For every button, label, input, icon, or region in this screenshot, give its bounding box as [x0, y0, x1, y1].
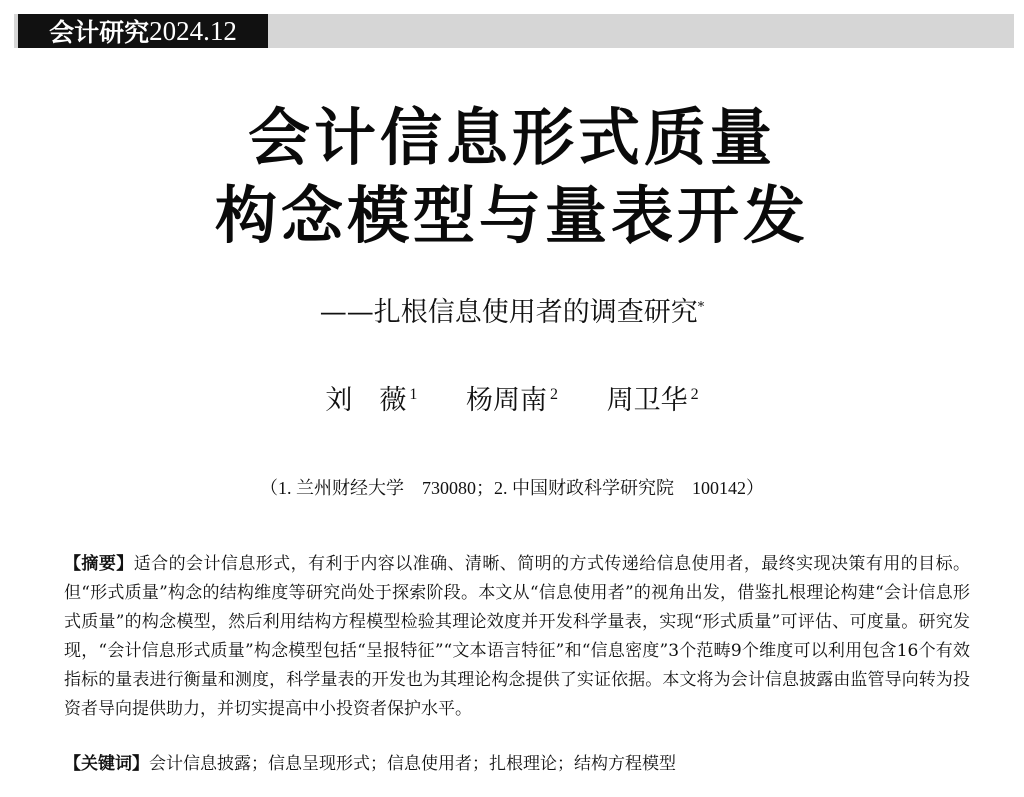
author	[607, 378, 699, 417]
author	[466, 378, 558, 417]
author-list	[0, 378, 1024, 417]
keywords-text: 会计信息披露；信息呈现形式；信息使用者；扎根理论；结构方程模型	[149, 754, 676, 774]
journal-issue: 2024.12	[149, 15, 237, 46]
abstract-label: 【摘要】	[64, 554, 134, 574]
abstract-text: 适合的会计信息形式，有利于内容以准确、清晰、简明的方式传递给信息使用者，最终实现决策有用的目标。但“形式质量”构念的结构维度等研究尚处于探索阶段。本文从“信息使用者”的视角出发，借鉴扎根理论构建“会计信息形式质量”的构念模型，然后利用结构方程模型检验其理论效度并开发科学量表，实现“形式质量”可评估、可度量。研究发现，“会计信息形式质量”构念模型包括“呈报特征”“文本语言特征”和“信息密度”3个范畴9个维度可以利用包含16个有效指标的量表进行衡量和测度，科学量表的开发也为其理论构念提供了实证依据。本文将为会计信息披露由监管导向转为投资者导向提供助力，并切实提高中小投资者保护水平。	[64, 554, 971, 719]
author-affil-mark: 2	[550, 386, 558, 403]
subtitle-note-mark: *	[697, 300, 705, 315]
author-affil-mark: 1	[409, 386, 418, 403]
keywords	[64, 750, 970, 779]
paper-subtitle	[0, 290, 1024, 329]
subtitle-text: ——扎根信息使用者的调查研究	[319, 297, 698, 328]
affiliation: （1. 兰州财经大学 730080；2. 中国财政科学研究院 100142）	[260, 478, 764, 498]
paper-title-line-1: 会计信息形式质量	[247, 101, 776, 174]
author	[325, 378, 417, 417]
abstract	[64, 550, 970, 724]
paper-title-line-2: 构念模型与量表开发	[214, 179, 809, 252]
author-name: 刘 薇	[325, 385, 407, 416]
journal-name: 会计研究	[49, 18, 150, 47]
author-affil-mark: 2	[690, 386, 699, 403]
author-name: 周卫华	[606, 385, 688, 416]
keywords-label: 【关键词】	[64, 754, 149, 774]
author-name: 杨周南	[466, 385, 547, 416]
journal-tag	[18, 14, 268, 48]
